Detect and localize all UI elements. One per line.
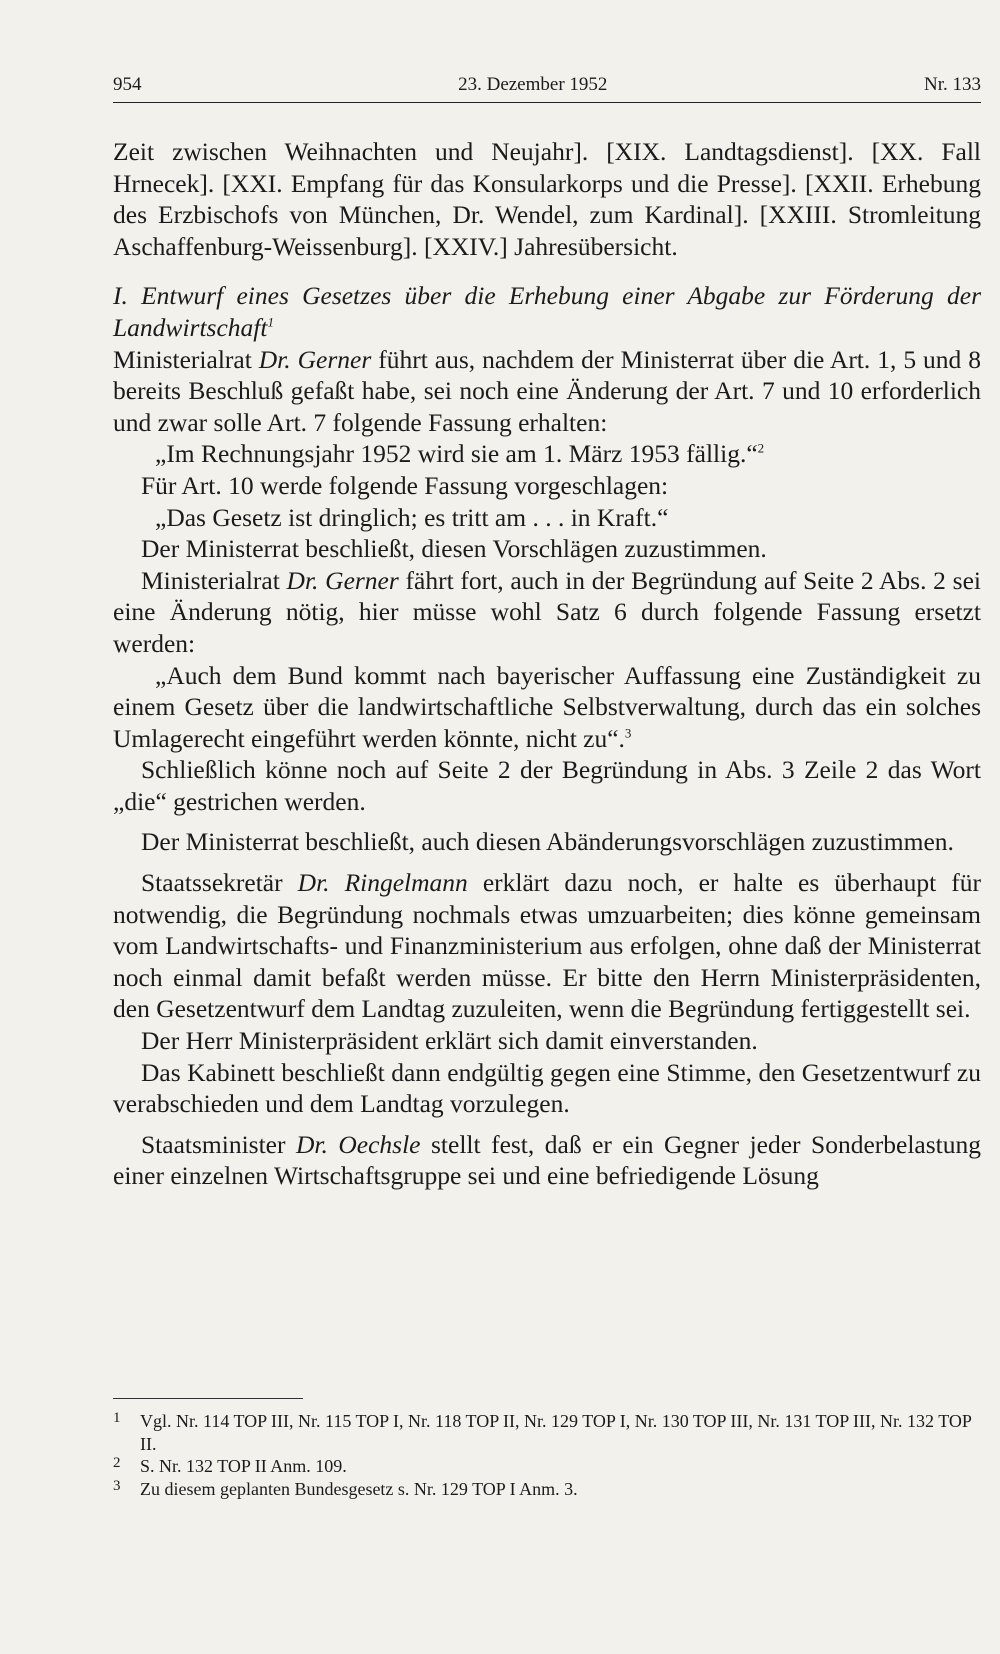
footnote-rule xyxy=(113,1398,303,1399)
footnote-number: 3 xyxy=(113,1477,121,1494)
speaker-name: Dr. Oechsle xyxy=(295,1129,421,1159)
paragraph xyxy=(113,565,981,660)
footnote-number: 1 xyxy=(113,1410,121,1426)
running-header xyxy=(113,74,981,96)
paragraph-decision: Der Ministerrat beschließt, auch diesen Abänderungsvorschlägen zuzustimmen. xyxy=(141,827,954,857)
footnote-text: Zu diesem geplanten Bundesgesetz s. Nr. 129 TOP I Anm. 3. xyxy=(140,1478,578,1499)
footnote-ref-2: 2 xyxy=(757,440,765,456)
quote-text: „Auch dem Bund kommt nach bayerischer Auffassung eine Zuständigkeit zu einem Gesetz über die landwirtschaftliche Selbstverwaltung, durch das ein solches Umlagerecht eingeführt werden könnte, nicht zu“. xyxy=(113,660,981,753)
speaker-name: Dr. Ringelmann xyxy=(297,868,468,898)
footnote xyxy=(113,1455,981,1478)
text: erklärt dazu noch, er halte es überhaupt für notwendig, die Begründung nochmals etwas umzuarbeiten; dies könne gemeinsam vom Landwirtschafts- und Finanzministerium aus erfolgen, ohne daß der Ministerrat noch einmal damit befaßt werden müsse. Er bitte den Herrn Ministerpräsidenten, den Gesetzentwurf dem Landtag zuzuleiten, wenn die Begründung fertiggestellt sei. xyxy=(113,868,982,1024)
topic-title: I. Entwurf eines Gesetzes über die Erhebung einer Abgabe zur Förderung der Landwirtschaft xyxy=(113,281,981,342)
paragraph: Der Herr Ministerpräsident erklärt sich damit einverstanden. xyxy=(141,1026,758,1056)
footnote xyxy=(113,1410,981,1455)
text: fährt fort, auch in der Begründung auf Seite 2 Abs. 2 sei eine Änderung nötig, hier müsse wohl Satz 6 durch folgende Fassung ersetzt werden: xyxy=(113,565,981,658)
text: Ministerialrat xyxy=(141,565,287,595)
quote: „Das Gesetz ist dringlich; es tritt am . . . in Kraft.“ xyxy=(155,502,669,532)
quote xyxy=(113,660,981,755)
footnote-ref-3: 3 xyxy=(624,725,632,741)
text: Ministerialrat xyxy=(113,344,259,374)
paragraph: Für Art. 10 werde folgende Fassung vorgeschlagen: xyxy=(141,470,669,500)
header-date: 23. Dezember 1952 xyxy=(458,74,608,95)
paragraph: Schließlich könne noch auf Seite 2 der Begründung in Abs. 3 Zeile 2 das Wort „die“ gestrichen werden. xyxy=(113,755,981,816)
footnote-number: 2 xyxy=(113,1455,121,1471)
speaker-name: Dr. Gerner xyxy=(286,565,399,595)
page-number: 954 xyxy=(113,74,142,95)
speaker-name: Dr. Gerner xyxy=(258,344,372,374)
text: stellt fest, daß er ein Gegner jeder Sonderbelastung einer einzelnen Wirtschaftsgruppe sei und eine befriedigende Lösung xyxy=(113,1129,982,1191)
footnote-text: Vgl. Nr. 114 TOP III, Nr. 115 TOP I, Nr. 118 TOP II, Nr. 129 TOP I, Nr. 130 TOP III, Nr. 131 TOP III, Nr. 132 TOP II. xyxy=(140,1411,972,1454)
text: Staatssekretär xyxy=(141,868,298,898)
paragraph xyxy=(113,344,981,439)
footnote-ref-1: 1 xyxy=(267,314,274,330)
quote-text: „Im Rechnungsjahr 1952 wird sie am 1. März 1953 fällig.“ xyxy=(155,439,758,469)
paragraph xyxy=(113,867,981,1025)
footnotes xyxy=(113,1410,981,1500)
topic-heading xyxy=(113,280,981,343)
footnote xyxy=(113,1478,981,1501)
header-rule xyxy=(113,102,981,103)
paragraph-agenda-continuation: Zeit zwischen Weihnachten und Neujahr]. [XIX. Landtagsdienst]. [XX. Fall Hrnecek]. [XXI. Empfang für das Konsularkorps und die Presse]. [XXII. Erhebung des Erzbischofs von München, Dr. Wendel, zum Kardinal]. [XXIII. Stromleitung Aschaffenburg-Weissenburg]. [XXIV.] Jahresübersicht. xyxy=(113,137,981,261)
paragraph xyxy=(113,1129,981,1192)
text: Staatsminister xyxy=(141,1129,296,1159)
header-issue: Nr. 133 xyxy=(924,74,981,95)
paragraph-decision: Der Ministerrat beschließt, diesen Vorschlägen zuzustimmen. xyxy=(141,534,767,564)
quote xyxy=(113,438,981,470)
footnote-text: S. Nr. 132 TOP II Anm. 109. xyxy=(140,1456,347,1476)
paragraph-decision: Das Kabinett beschließt dann endgültig gegen eine Stimme, den Gesetzentwurf zu verabschieden und dem Landtag vorzulegen. xyxy=(113,1057,981,1119)
body-text xyxy=(113,136,981,1192)
text: führt aus, nachdem der Ministerrat über die Art. 1, 5 und 8 bereits Beschluß gefaßt habe, sei noch eine Änderung der Art. 7 und 10 erforderlich und zwar solle Art. 7 folgende Fassung erhalten: xyxy=(113,344,982,437)
